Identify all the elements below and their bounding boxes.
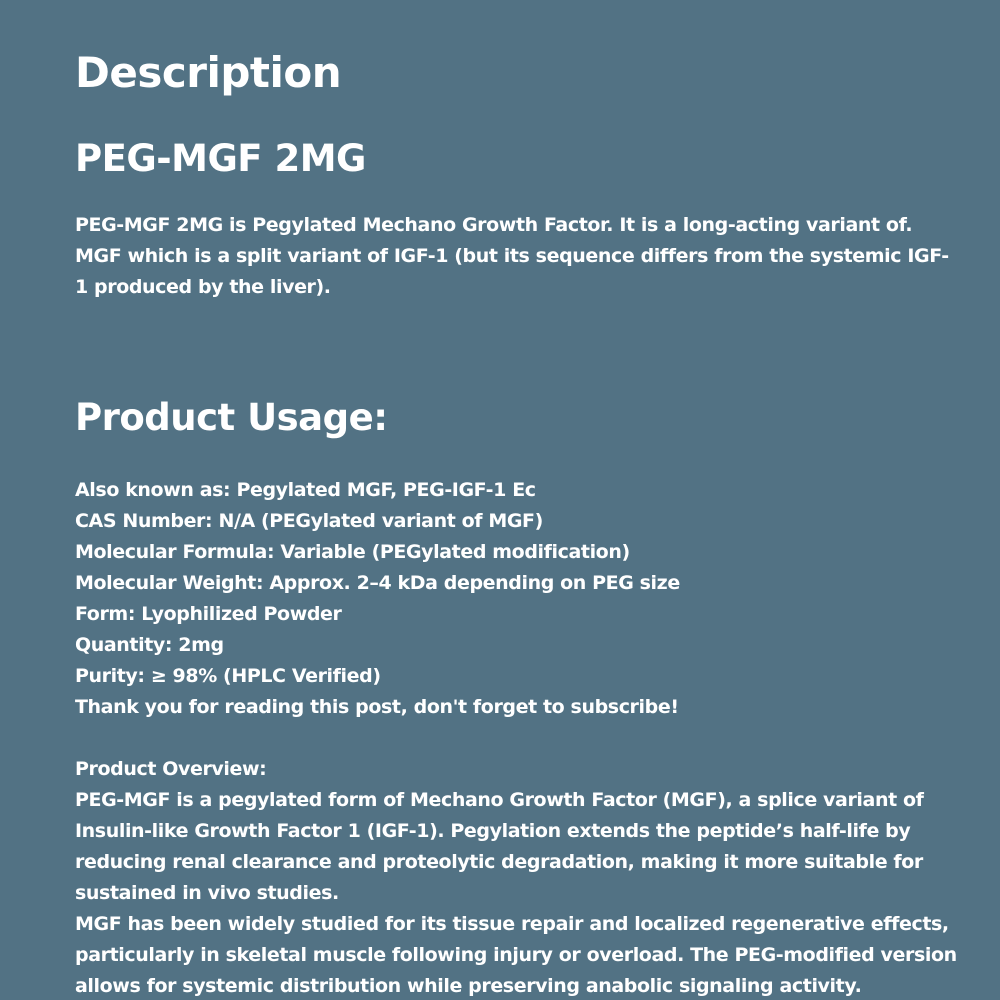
overview-paragraph-2: MGF has been widely studied for its tissue repair and localized regenerative effects, particularly in skeletal muscle following injury or overload. The PEG-modified version allows for systemic distribution while preserving anabolic signaling activity.: [75, 913, 957, 997]
overview-paragraph-1: PEG-MGF is a pegylated form of Mechano Growth Factor (MGF), a splice variant of Insulin-like Growth Factor 1 (IGF-1). Pegylation extends the peptide’s half-life by reducing renal clearance and proteolytic degradation, making it more suitable for sustained in vivo studies.: [75, 789, 924, 904]
spec-line-purity: Purity: ≥ 98% (HPLC Verified): [75, 665, 381, 687]
spec-line-formula: Molecular Formula: Variable (PEGylated modification): [75, 541, 630, 563]
spec-line-form: Form: Lyophilized Powder: [75, 603, 342, 625]
description-heading: Description: [75, 48, 342, 97]
subscribe-note: Thank you for reading this post, don't forget to subscribe!: [75, 696, 679, 718]
overview-label: Product Overview:: [75, 758, 267, 780]
product-title: PEG-MGF 2MG: [75, 137, 366, 180]
product-usage-heading: Product Usage:: [75, 396, 388, 439]
spec-line-aka: Also known as: Pegylated MGF, PEG-IGF-1 Ec: [75, 479, 536, 501]
spec-line-quantity: Quantity: 2mg: [75, 634, 224, 656]
spacer: [75, 723, 965, 754]
spec-line-weight: Molecular Weight: Approx. 2–4 kDa depending on PEG size: [75, 572, 680, 594]
product-usage-content: [75, 475, 965, 1000]
spec-line-cas: CAS Number: N/A (PEGylated variant of MGF): [75, 510, 543, 532]
product-intro-paragraph: PEG-MGF 2MG is Pegylated Mechano Growth Factor. It is a long-acting variant of. MGF which is a split variant of IGF-1 (but its sequence differs from the systemic IGF-1 produced by the liver).: [75, 214, 949, 298]
